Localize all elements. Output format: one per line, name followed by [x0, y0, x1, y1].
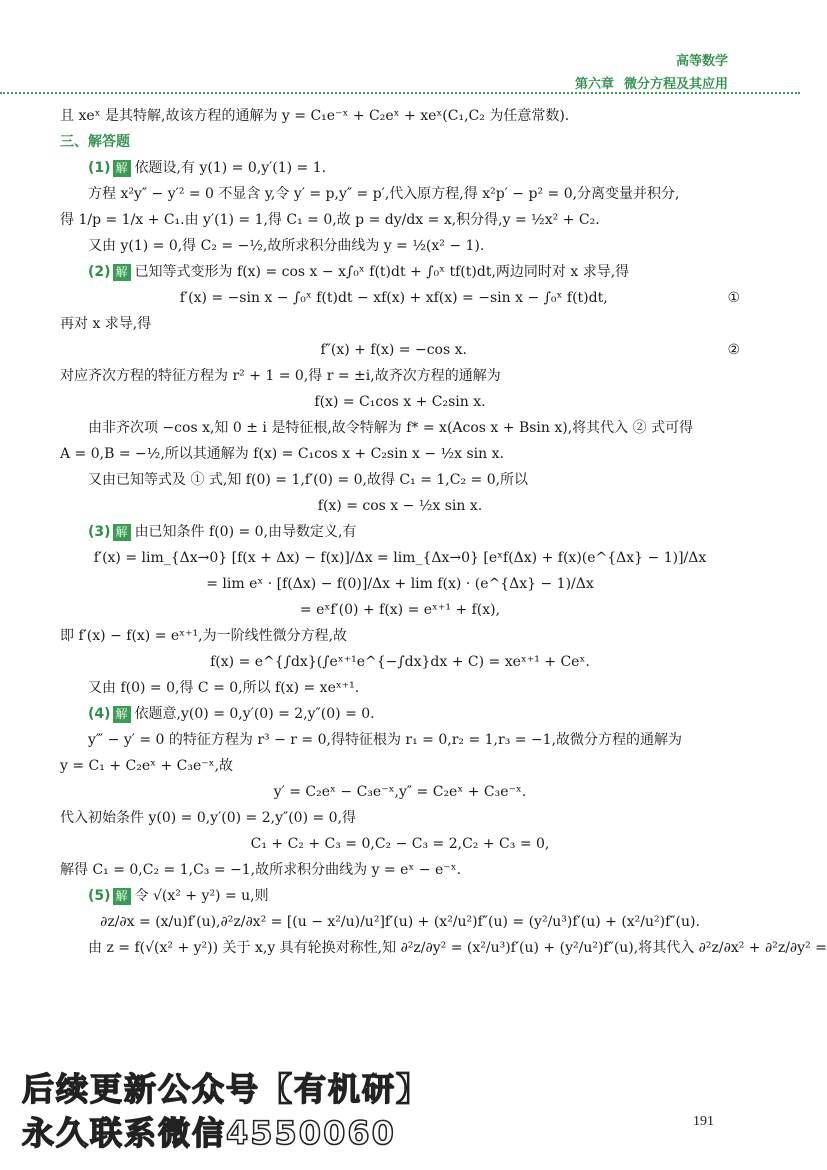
equation-2: ② f″(x) + f(x) = −cos x. — [320, 342, 740, 358]
text-line: 又由 f(0) = 0,得 C = 0,所以 f(x) = xeˣ⁺¹. — [88, 680, 360, 696]
text-line: 又由 y(1) = 0,得 C₂ = −½,故所求积分曲线为 y = ½(x² − 1). — [88, 238, 485, 254]
problem-2-intro: (2) 解 已知等式变形为 f(x) = cos x − x∫₀ˣ f(t)dt + ∫₀ˣ tf(t)dt,两边同时对 x 求导,得 — [88, 264, 630, 280]
equation: = lim eˣ · [f(Δx) − f(0)]/Δx + lim f(x) · (e^{Δx} − 1)/Δx — [206, 576, 594, 592]
text-line: 代入初始条件 y(0) = 0,y′(0) = 2,y″(0) = 0,得 — [60, 810, 357, 826]
text-line: 且 xeˣ 是其特解,故该方程的通解为 y = C₁e⁻ˣ + C₂eˣ + xeˣ(C₁,C₂ 为任意常数). — [60, 108, 570, 124]
page-body — [60, 106, 827, 964]
solution-badge: 解 — [113, 264, 131, 281]
equation: y′ = C₂eˣ − C₃e⁻ˣ,y″ = C₂eˣ + C₃e⁻ˣ. — [273, 784, 527, 800]
problem-1-intro: (1) 解 依题设,有 y(1) = 0,y′(1) = 1. — [88, 160, 327, 176]
text-line: y = C₁ + C₂eˣ + C₃e⁻ˣ,故 — [60, 758, 234, 774]
header-divider — [0, 92, 800, 94]
problem-4-intro: (4) 解 依题意,y(0) = 0,y′(0) = 2,y″(0) = 0. — [88, 706, 375, 722]
equation-1: ① f′(x) = −sin x − ∫₀ˣ f(t)dt − xf(x) + xf(x) = −sin x − ∫₀ˣ f(t)dt, — [179, 290, 740, 306]
chapter-label: 第六章 微分方程及其应用 — [574, 77, 728, 92]
text-line: 即 f′(x) − f(x) = eˣ⁺¹,为一阶线性微分方程,故 — [60, 628, 348, 644]
section-heading: 三、解答题 — [60, 134, 130, 150]
running-header — [575, 50, 728, 92]
text-line: 由非齐次项 −cos x,知 0 ± i 是特征根,故令特解为 f* = x(Acos x + Bsin x),将其代入 ② 式可得 — [88, 420, 694, 436]
equation: ∂z/∂x = (x/u)f′(u),∂²z/∂x² = [(u − x²/u)/u²]f′(u) + (x²/u²)f″(u) = (y²/u³)f′(u) + (x²/u²)f″(u). — [100, 914, 700, 930]
solution-badge: 解 — [113, 706, 131, 723]
equation: f′(x) = lim_{Δx→0} [f(x + Δx) − f(x)]/Δx = lim_{Δx→0} [eˣf(Δx) + f(x)(e^{Δx} − 1)]/Δx — [93, 550, 707, 566]
equation: f(x) = C₁cos x + C₂sin x. — [314, 394, 486, 410]
text-line: 对应齐次方程的特征方程为 r² + 1 = 0,得 r = ±i,故齐次方程的通解为 — [60, 368, 501, 384]
text-line: 由 z = f(√(x² + y²)) 关于 x,y 具有轮换对称性,知 ∂²z/∂y² = (x²/u³)f′(u) + (y²/u²)f″(u),将其代入 ∂²z/∂x² + ∂²z/∂y² = — [88, 940, 827, 956]
solution-badge: 解 — [113, 160, 131, 177]
book-title: 高等数学 — [675, 54, 728, 69]
text-line: 再对 x 求导,得 — [60, 316, 152, 332]
text-line: 得 1/p = 1/x + C₁.由 y′(1) = 1,得 C₁ = 0,故 p = dy/dx = x,积分得,y = ½x² + C₂. — [60, 212, 600, 228]
solution-badge: 解 — [113, 888, 131, 905]
watermark-line-2: 永久联系微信4550060 — [22, 1114, 396, 1152]
text-line: A = 0,B = −½,所以其通解为 f(x) = C₁cos x + C₂sin x − ½x sin x. — [60, 446, 504, 462]
solution-badge: 解 — [113, 524, 131, 541]
text-line: 方程 x²y″ − y′² = 0 不显含 y,令 y′ = p,y″ = p′,代入原方程,得 x²p′ − p² = 0,分离变量并积分, — [88, 186, 680, 202]
text-line: 又由已知等式及 ① 式,知 f(0) = 1,f′(0) = 0,故得 C₁ = 1,C₂ = 0,所以 — [88, 472, 529, 488]
problem-3-intro: (3) 解 由已知条件 f(0) = 0,由导数定义,有 — [88, 524, 357, 540]
page-number: 191 — [693, 1114, 714, 1129]
text-line: y‴ − y′ = 0 的特征方程为 r³ − r = 0,得特征根为 r₁ = 0,r₂ = 1,r₃ = −1,故微分方程的通解为 — [88, 732, 683, 748]
equation: = eˣf′(0) + f(x) = eˣ⁺¹ + f(x), — [299, 602, 501, 618]
text-line: 解得 C₁ = 0,C₂ = 1,C₃ = −1,故所求积分曲线为 y = eˣ − e⁻ˣ. — [60, 862, 462, 878]
problem-5-intro: (5) 解 令 √(x² + y²) = u,则 — [88, 888, 269, 904]
equation: f(x) = e^{∫dx}(∫eˣ⁺¹e^{−∫dx}dx + C) = xeˣ⁺¹ + Ceˣ. — [210, 654, 590, 670]
equation: f(x) = cos x − ½x sin x. — [317, 498, 483, 514]
watermark-line-1: 后续更新公众号【有机研】 — [22, 1070, 431, 1108]
equation: C₁ + C₂ + C₃ = 0,C₂ − C₃ = 2,C₂ + C₃ = 0, — [250, 836, 550, 852]
